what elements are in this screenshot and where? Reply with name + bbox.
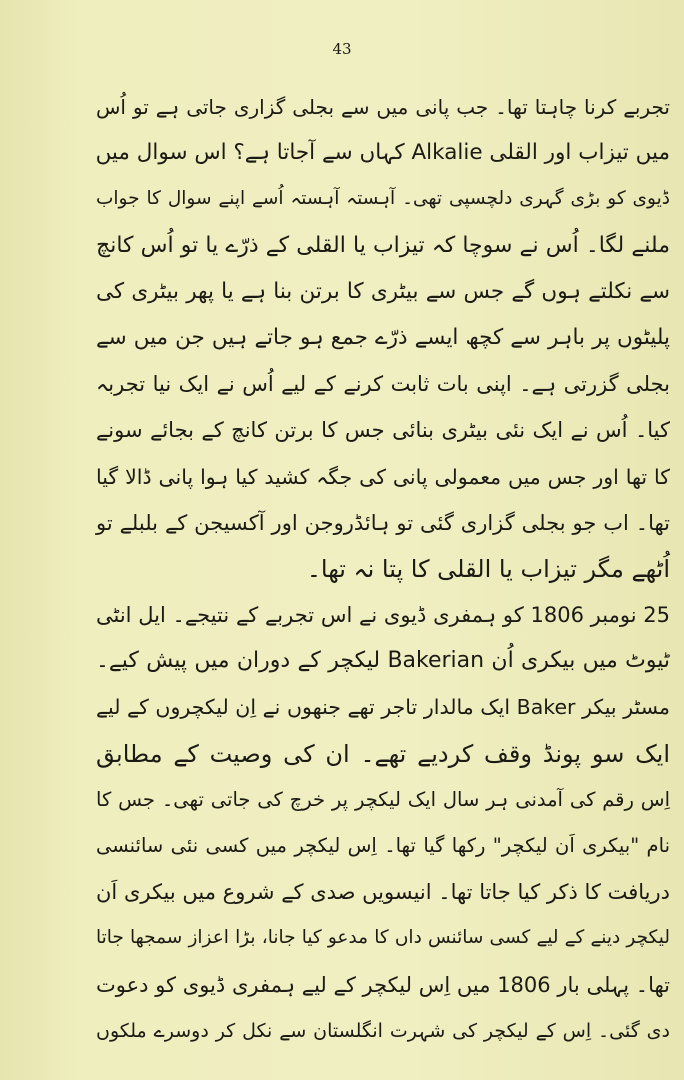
text-line: نام "بیکری اَن لیکچر" رکھا گیا تھا۔ اِس لیکچر میں کسی نئی سائنسی — [96, 834, 670, 857]
text-line: بجلی گزرتی ہے۔ اپنی بات ثابت کرنے کے لیے اُس نے ایک نیا تجربہ — [96, 372, 670, 397]
text-line: اِس رقم کی آمدنی ہر سال ایک لیکچر پر خرچ کی جاتی تھی۔ جس کا — [96, 787, 670, 811]
text-line: ملنے لگا۔ اُس نے سوچا کہ تیزاب یا القلی کے ذرّے یا تو اُس کانچ — [96, 232, 670, 258]
text-line: تھا۔ اب جو بجلی گزاری گئی تو ہائڈروجن اور آکسیجن کے بلبلے تو — [96, 510, 670, 535]
text-line: تھا۔ پہلی بار 1806 میں اِس لیکچر کے لیے ہمفری ڈیوی کو دعوت — [96, 972, 670, 997]
text-line: ڈیوی کو بڑی گہری دلچسپی تھی۔ آہستہ آہستہ اُسے اپنے سوال کا جواب — [96, 188, 670, 210]
text-line: ایک سو پونڈ وقف کردیے تھے۔ ان کی وصیت کے مطابق — [96, 739, 670, 768]
text-line: 25 نومبر 1806 کو ہمفری ڈیوی نے اس تجربے کے نتیجے۔ ایل انٹی — [96, 603, 670, 628]
text-line: دی گئی۔ اِس کے لیکچر کی شہرت انگلستان سے نکل کر دوسرے ملکوں — [96, 1019, 670, 1042]
text-line: میں تیزاب اور القلی Alkalie کہاں سے آجاتا ہے؟ اس سوال میں — [95, 140, 670, 166]
text-line: کا تھا اور جس میں معمولی پانی کی جگہ کشید کیا ہوا پانی ڈالا گیا — [96, 464, 670, 489]
text-line: ٹیوٹ میں بیکری اُن Bakerian لیکچر کے دوران میں پیش کیے۔ — [96, 648, 670, 674]
text-line: دریافت کا ذکر کیا جاتا تھا۔ انیسویں صدی کے شروع میں بیکری اَن — [96, 880, 670, 905]
text-line: پلیٹوں پر باہر سے کچھ ایسے ذرّے جمع ہو جاتے ہیں جن میں سے — [96, 324, 670, 350]
page-number: 43 — [332, 40, 352, 58]
text-line: سے نکلتے ہوں گے جس سے بیٹری کا برتن بنا ہے یا پھر بیٹری کی — [96, 278, 670, 304]
text-line: اُٹھے مگر تیزاب یا القلی کا پتا نہ تھا۔ — [306, 554, 670, 583]
text-line: کیا۔ اُس نے ایک نئی بیٹری بنائی جس کا برتن کانچ کے بجائے سونے — [96, 418, 670, 443]
text-line: لیکچر دینے کے لیے کسی سائنس داں کا مدعو کیا جانا، بڑا اعزاز سمجھا جاتا — [96, 927, 670, 949]
text-line: مسٹر بیکر Baker ایک مالدار تاجر تھے جنھوں نے اِن لیکچروں کے لیے — [96, 695, 670, 720]
text-line: تجربے کرنا چاہتا تھا۔ جب پانی میں سے بجلی گزاری جاتی ہے تو اُس — [96, 95, 670, 119]
body-text — [96, 84, 670, 1054]
